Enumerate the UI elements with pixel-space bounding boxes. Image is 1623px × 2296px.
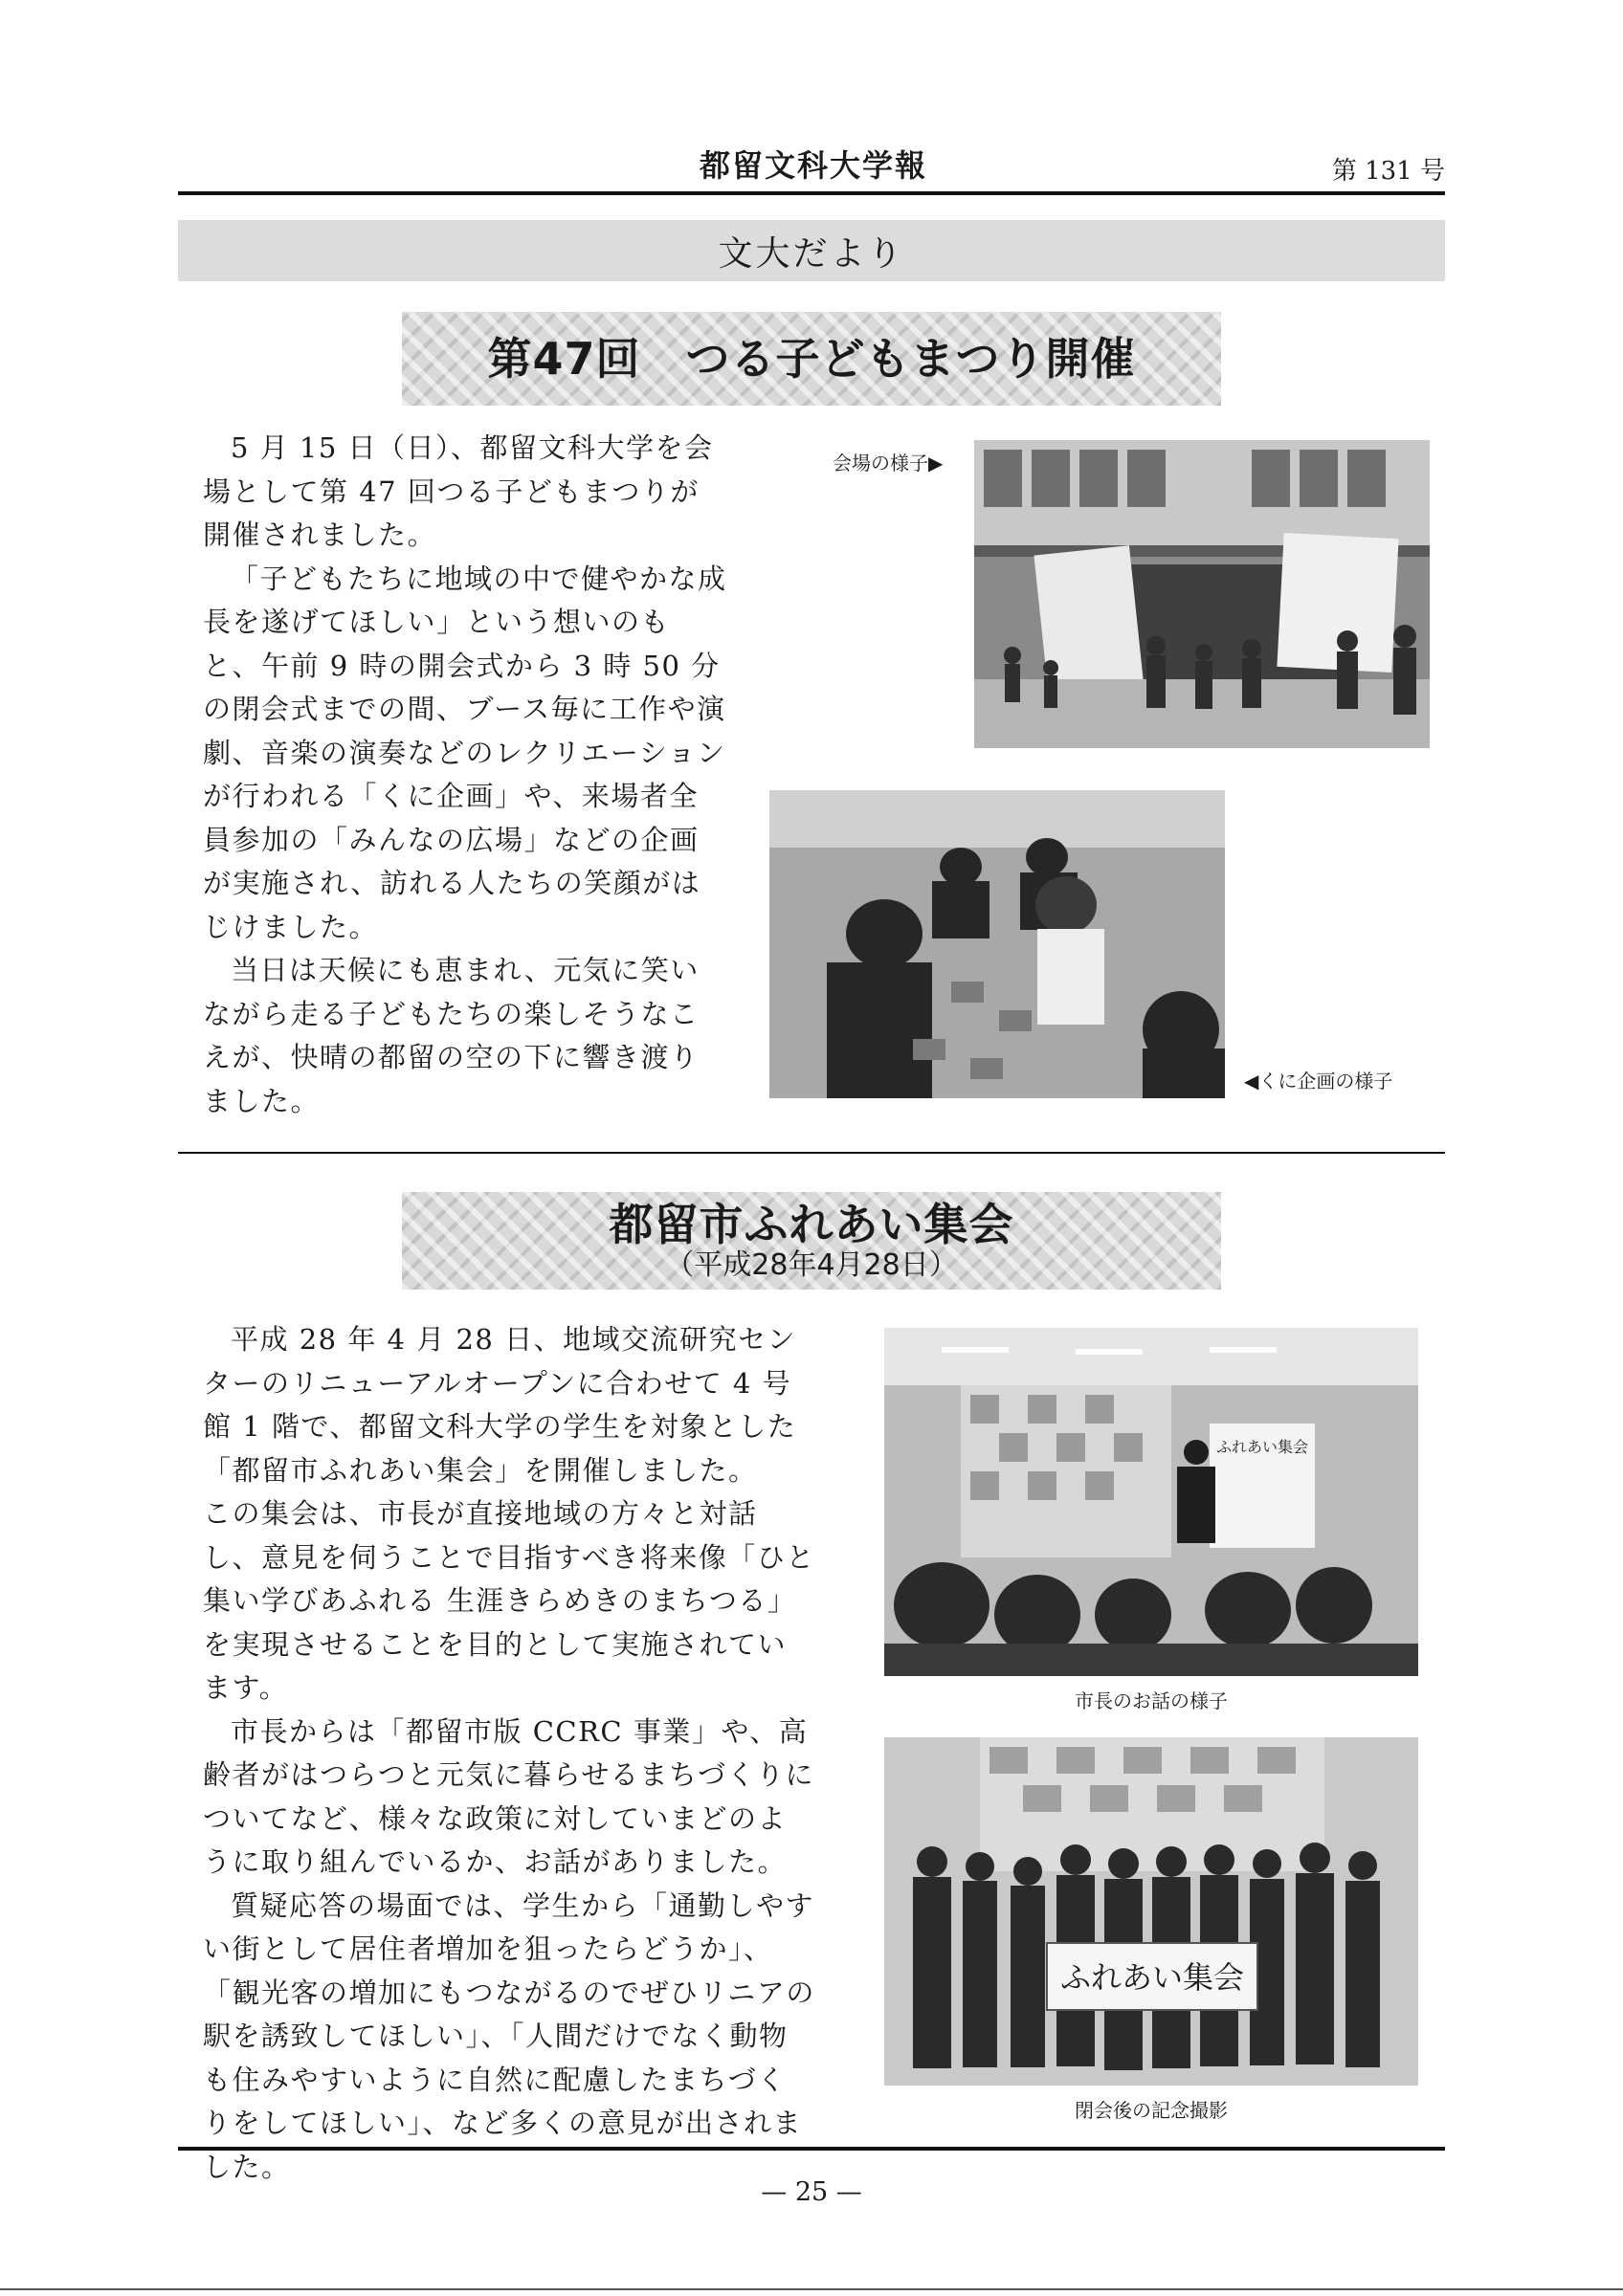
mayor-talk-photo [884, 1328, 1418, 1676]
article2-paragraph-1: 平成 28 年 4 月 28 日、地域交流研究センターのリニューアルオープンに合わせて 4 号館 1 階で、都留文科大学の学生を対象とした「都留市ふれあい集会」を開催しました。 [203, 1323, 797, 1487]
article2-paragraph-4: 質疑応答の場面では、学生から「通勤しやすい街として居住者増加を狙ったらどうか」、「観光客の増加にもつながるのでぜひリニアの駅を誘致してほしい」、「人間だけでなく動物も住みやすいように自然に配慮したまちづくりをしてほしい」、など多くの意見が出されました。 [203, 1888, 815, 2183]
article2-paragraph-3: 市長からは「都留市版 CCRC 事業」や、高齢者がはつらつと元気に暮らせるまちづくりについてなど、様々な政策に対していまどのように取り組んでいるか、お話がありました。 [203, 1714, 815, 1878]
page-bottom-edge [0, 2288, 1623, 2290]
article1-paragraph-3: 当日は天候にも恵まれ、元気に笑いながら走る子どもたちの楽しそうなこえが、快晴の都留の空の下に響き渡りました。 [203, 954, 700, 1117]
issue-number: 第 131 号 [1331, 157, 1445, 186]
kuni-photo-caption: ◀くに企画の様子 [1244, 1070, 1393, 1093]
article1-title-banner [402, 312, 1221, 406]
venue-photo-caption: 会場の様子▶ [833, 452, 944, 475]
newsletter-title: 都留文科大学報 [699, 147, 927, 184]
article1-paragraph-2: 「子どもたちに地域の中で健やかな成長を遂げてほしい」という想いのもと、午前 9 時の開会式から 3 時 50 分の閉会式までの間、ブース毎に工作や演劇、音楽の演奏などのレクリエーションが行われる「くに企画」や、来場者全員参加の「みんなの広場」などの企画が実施され、訪れる人たちの笑顔がはじけました。 [203, 562, 727, 943]
mayor-talk-caption: 市長のお話の様子 [1075, 1689, 1228, 1712]
footer-rule [178, 2147, 1445, 2151]
meeting-sign-text: ふれあい集会 [1215, 1438, 1309, 1456]
page-number: — 25 — [761, 2177, 862, 2207]
article1-paragraph-1: 5 月 15 日（日）、都留文科大学を会場として第 47 回つる子どもまつりが開催されました。 [203, 431, 714, 551]
kuni-event-photo [769, 790, 1225, 1098]
article1-body [203, 427, 727, 1123]
banner-text: ふれあい集会 [1059, 1959, 1245, 1996]
article1-title: 第47回 つる子どもまつり開催 [487, 332, 1136, 385]
article2-title-banner [402, 1192, 1221, 1290]
group-photo [884, 1737, 1418, 2086]
article2-title: 都留市ふれあい集会 [609, 1199, 1014, 1251]
article-divider [178, 1152, 1445, 1154]
article2-date: （平成28年4月28日） [665, 1247, 958, 1282]
article2-body [203, 1318, 815, 2189]
article2-paragraph-2: この集会は、市長が直接地域の方々と対話し、意見を伺うことで目指すべき将来像「ひと集い学びあふれる 生涯きらめきのまちつる」を実現させることを目的として実施されています。 [203, 1497, 815, 1704]
group-photo-caption: 閉会後の記念撮影 [1075, 2099, 1228, 2122]
venue-photo [974, 440, 1430, 748]
section-heading: 文大だより [178, 220, 1445, 281]
header-rule [178, 191, 1445, 195]
